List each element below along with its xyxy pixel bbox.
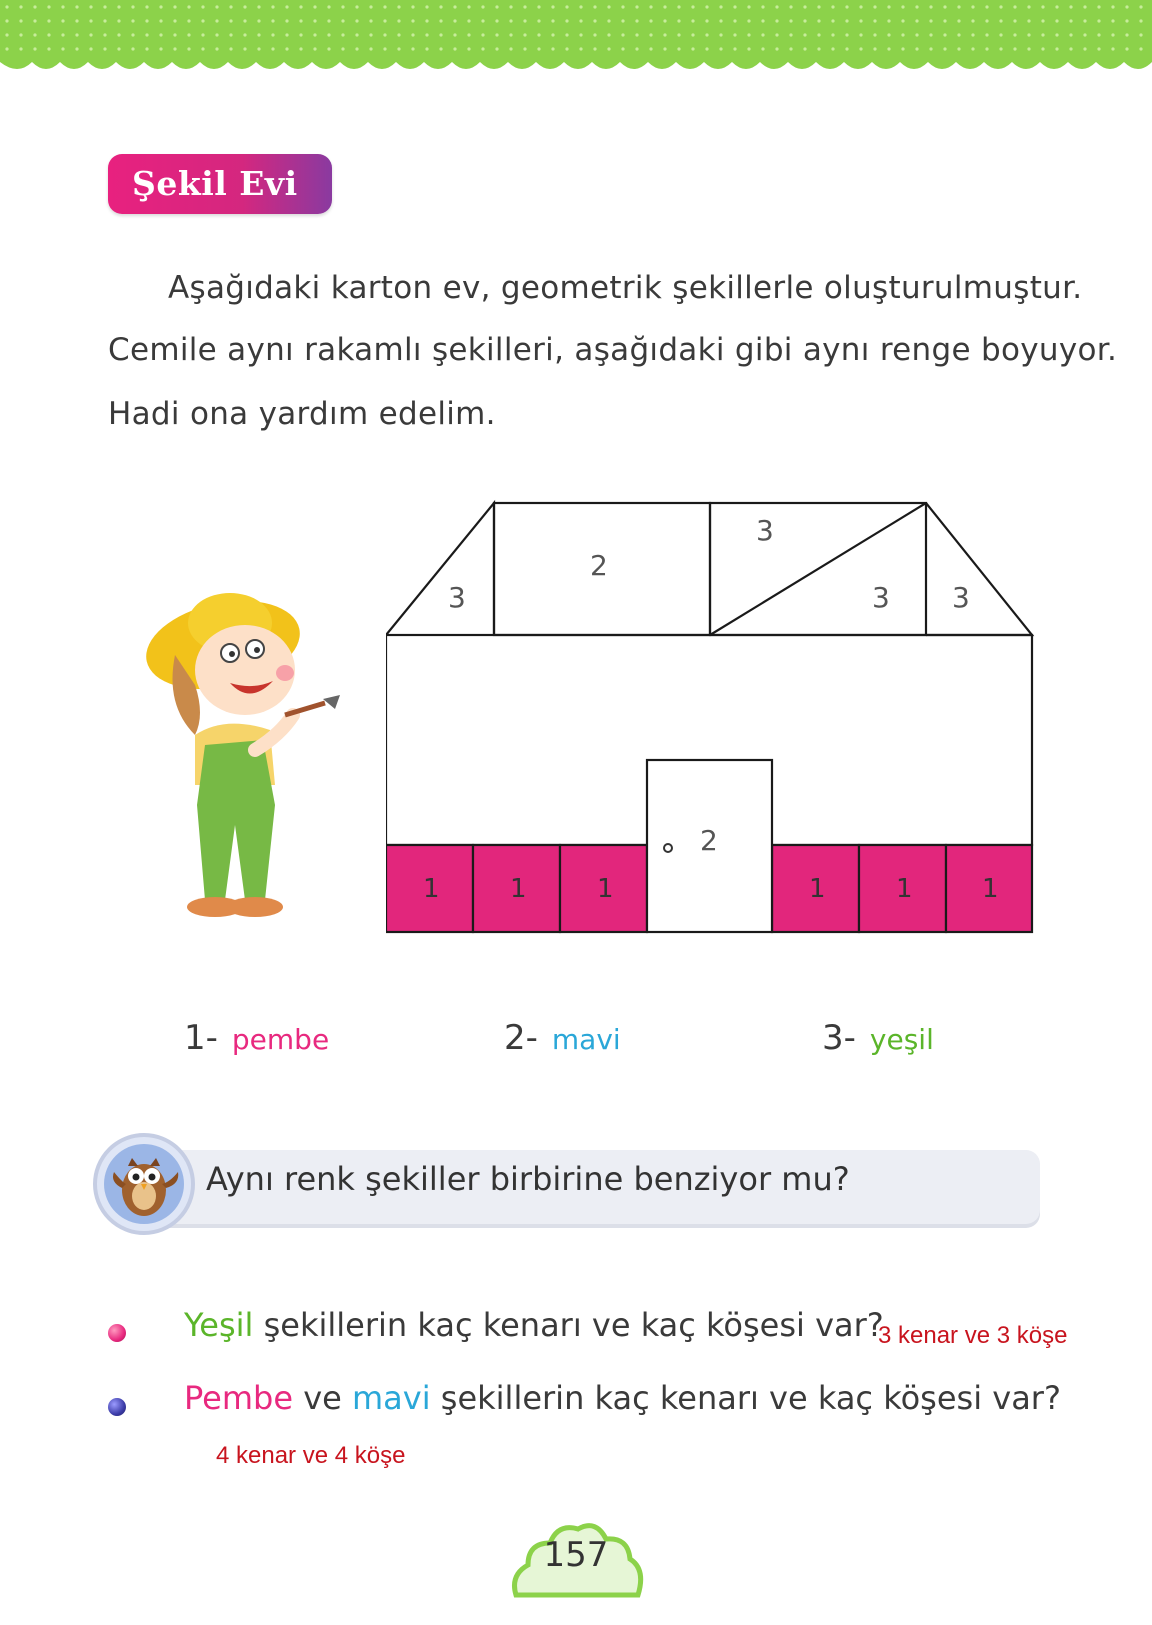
legend-item-2 [504, 1018, 621, 1058]
roof-label-left: 3 [448, 581, 466, 614]
pink-bullet [108, 1324, 126, 1342]
q1-highlight: Yeşil [184, 1306, 254, 1344]
tile-label: 1 [597, 874, 614, 904]
roof-label-tri-lower: 3 [872, 581, 890, 614]
tile-label: 1 [423, 874, 440, 904]
page-title: Şekil Evi [132, 164, 298, 203]
question-2 [184, 1379, 1061, 1417]
paragraph-line-1: Aşağıdaki karton ev, geometrik şekillerle oluşturulmuştur. [168, 270, 1083, 306]
legend-number: 3- [822, 1018, 856, 1058]
question-1 [184, 1306, 884, 1344]
paragraph-line-3: Hadi ona yardım edelim. [108, 396, 496, 432]
q2-mid: ve [293, 1379, 352, 1417]
tile-label: 1 [896, 874, 913, 904]
q1-text: şekillerin kaç kenarı ve kaç köşesi var? [253, 1306, 884, 1344]
legend-color-name: mavi [551, 1023, 621, 1056]
paragraph-line-2: Cemile aynı rakamlı şekilleri, aşağıdaki gibi aynı renge boyuyor. [108, 332, 1118, 368]
legend-color-name: pembe [231, 1023, 330, 1056]
legend-color-name: yeşil [869, 1023, 934, 1056]
q2-text: şekillerin kaç kenarı ve kaç köşesi var? [430, 1379, 1061, 1417]
q2-highlight-pink: Pembe [184, 1379, 294, 1417]
owl-icon [92, 1132, 196, 1236]
blue-bullet [108, 1398, 126, 1416]
legend-item-3 [822, 1018, 934, 1058]
tile-label: 1 [510, 874, 527, 904]
roof-label-right: 3 [952, 581, 970, 614]
legend-number: 2- [504, 1018, 538, 1058]
legend-item-1 [184, 1018, 329, 1058]
girl-painter-illustration [135, 575, 350, 945]
roof-label-tri-upper: 3 [756, 514, 774, 547]
tile-label: 1 [809, 874, 826, 904]
tile-label: 1 [982, 874, 999, 904]
door-label: 2 [700, 824, 718, 857]
shape-house-diagram [386, 495, 1036, 940]
top-decorative-band [0, 0, 1152, 90]
roof-label-rect: 2 [590, 549, 608, 582]
q2-highlight-blue: mavi [351, 1379, 431, 1417]
legend-number: 1- [184, 1018, 218, 1058]
page-number: 157 [543, 1535, 609, 1575]
question-text: Aynı renk şekiller birbirine benziyor mu? [206, 1160, 850, 1198]
answer-2: 4 kenar ve 4 köşe [216, 1442, 406, 1469]
answer-1: 3 kenar ve 3 köşe [878, 1322, 1068, 1349]
